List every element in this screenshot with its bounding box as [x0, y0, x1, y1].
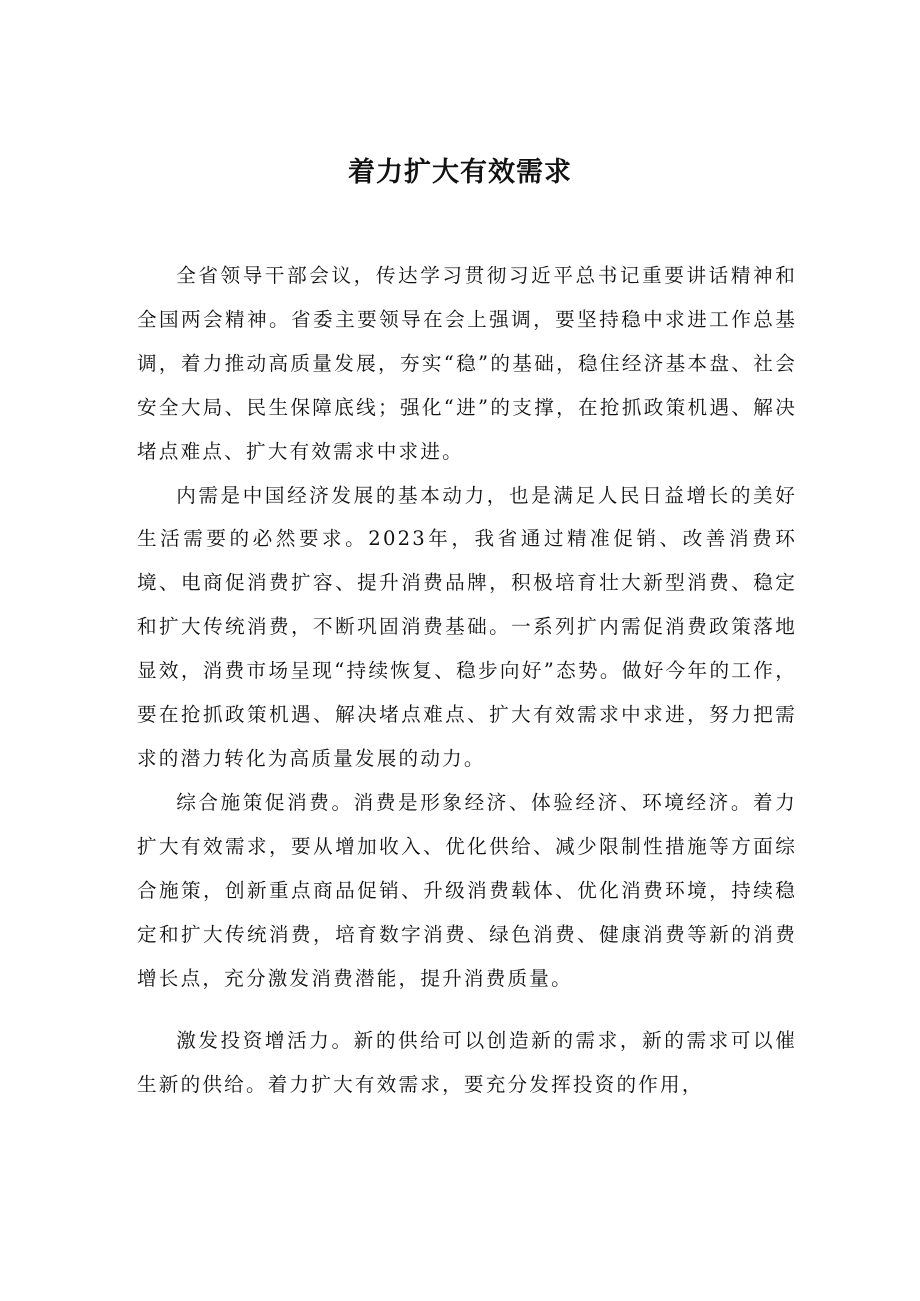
- document-body-continued: [137, 1019, 797, 1107]
- document-body: [137, 254, 797, 1000]
- paragraph: 综合施策促消费。消费是形象经济、体验经济、环境经济。着力扩大有效需求，要从增加收入、优化供给、减少限制性措施等方面综合施策，创新重点商品促销、升级消费载体、优化消费环境，持续稳定和扩大传统消费，培育数字消费、绿色消费、健康消费等新的消费增长点，充分激发消费潜能，提升消费质量。: [137, 790, 797, 990]
- paragraph: 全省领导干部会议，传达学习贯彻习近平总书记重要讲话精神和全国两会精神。省委主要领导在会上强调，要坚持稳中求进工作总基调，着力推动高质量发展，夯实“稳”的基础，稳住经济基本盘、社会安全大局、民生保障底线；强化“进”的支撑，在抢抓政策机遇、解决堵点难点、扩大有效需求中求进。: [137, 264, 797, 463]
- paragraph: 激发投资增活力。新的供给可以创造新的需求，新的需求可以催生新的供给。着力扩大有效需求，要充分发挥投资的作用，: [137, 1029, 797, 1096]
- paragraph: 内需是中国经济发展的基本动力，也是满足人民日益增长的美好生活需要的必然要求。2023年，我省通过精准促销、改善消费环境、电商促消费扩容、提升消费品牌，积极培育壮大新型消费、稳定和扩大传统消费，不断巩固消费基础。一系列扩内需促消费政策落地显效，消费市场呈现“持续恢复、稳步向好”态势。做好今年的工作，要在抢抓政策机遇、解决堵点难点、扩大有效需求中求进，努力把需求的潜力转化为高质量发展的动力。: [137, 483, 797, 770]
- document-title: 着力扩大有效需求: [348, 157, 572, 188]
